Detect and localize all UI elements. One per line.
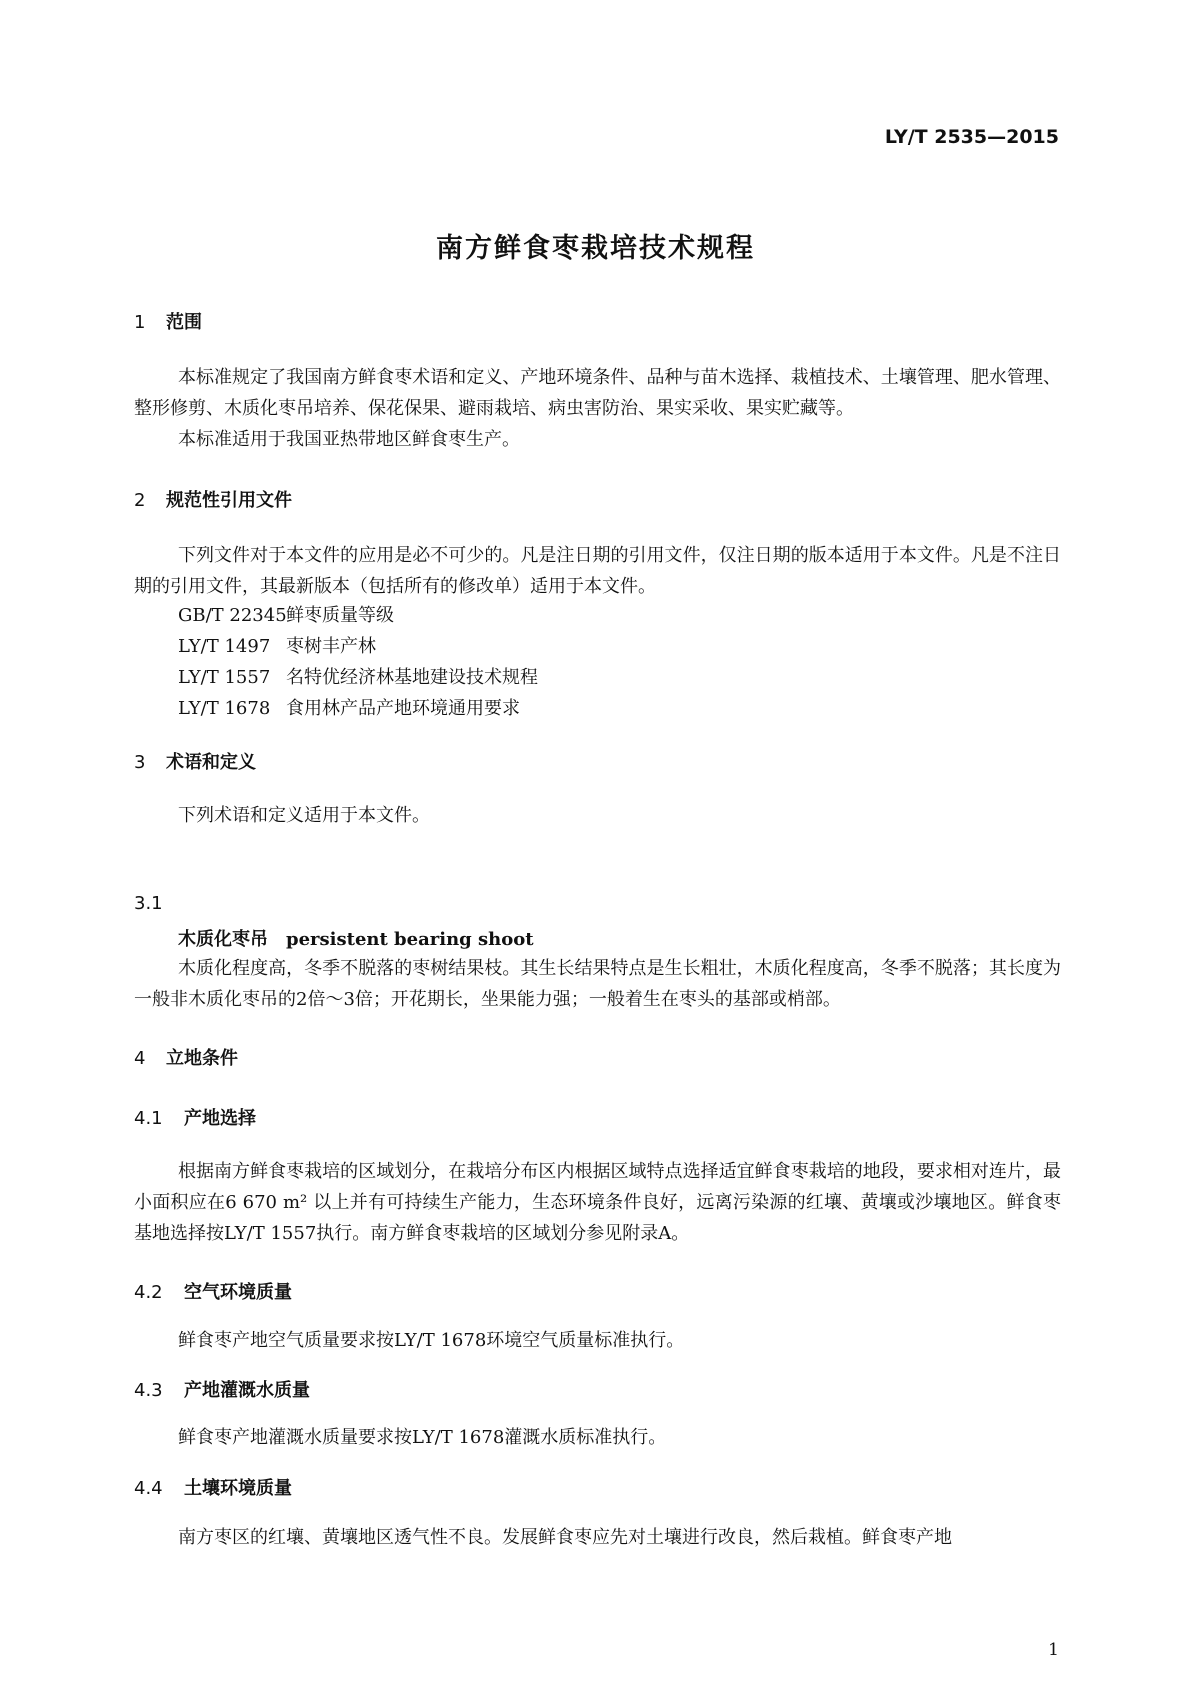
- term-chinese: 木质化枣吊: [178, 929, 268, 950]
- reference-name: 枣树丰产林: [286, 636, 376, 657]
- subsection-4-3-paragraph: 鲜食枣产地灌溉水质量要求按LY/T 1678灌溉水质标准执行。: [178, 1427, 667, 1448]
- reference-item: [178, 693, 520, 724]
- subsection-4-3-heading: [134, 1376, 310, 1402]
- subsection-4-2-paragraph: 鲜食枣产地空气质量要求按LY/T 1678环境空气质量标准执行。: [178, 1330, 685, 1351]
- section-1-paragraph-1: 本标准规定了我国南方鲜食枣术语和定义、产地环境条件、品种与苗木选择、栽植技术、土壤管理、肥水管理、整形修剪、木质化枣吊培养、保花保果、避雨栽培、病虫害防治、果实采收、果实贮藏等。: [134, 367, 1061, 419]
- subsection-4-4-heading: [134, 1474, 292, 1500]
- subsection-number: 4.3: [134, 1380, 163, 1401]
- section-number: 3: [134, 752, 146, 773]
- document-title: 南方鲜食枣栽培技术规程: [436, 233, 755, 264]
- subsection-4-1-paragraph: 根据南方鲜食枣栽培的区域划分，在栽培分布区内根据区域特点选择适宜鲜食枣栽培的地段，要求相对连片，最小面积应在6 670 m² 以上并有可持续生产能力，生态环境条件良好，远离污染源的红壤、黄壤或沙壤地区。鲜食枣基地选择按LY/T 1557执行。南方鲜食枣栽培的区域划分参见附录A。: [134, 1161, 1061, 1244]
- section-title: 规范性引用文件: [166, 490, 292, 511]
- term-definition: 木质化程度高，冬季不脱落的枣树结果枝。其生长结果特点是生长粗壮，木质化程度高，冬季不脱落；其长度为一般非木质化枣吊的2倍～3倍；开花期长，坐果能力强；一般着生在枣头的基部或梢部。: [134, 958, 1061, 1010]
- term-number: 3.1: [134, 893, 163, 914]
- subsection-number: 4.1: [134, 1108, 163, 1129]
- reference-name: 鲜枣质量等级: [286, 605, 394, 626]
- reference-code: GB/T 22345: [178, 605, 287, 626]
- section-title: 范围: [166, 312, 202, 333]
- subsection-4-4-paragraph: 南方枣区的红壤、黄壤地区透气性不良。发展鲜食枣应先对土壤进行改良，然后栽植。鲜食枣产地: [178, 1527, 952, 1548]
- subsection-title: 产地选择: [184, 1108, 256, 1129]
- subsection-4-2-heading: [134, 1278, 292, 1304]
- section-1-paragraph-2: 本标准适用于我国亚热带地区鲜食枣生产。: [178, 429, 520, 450]
- reference-code: LY/T 1497: [178, 636, 271, 657]
- page-number: 1: [1048, 1640, 1059, 1660]
- subsection-4-1-heading: [134, 1104, 256, 1130]
- section-4-heading: [134, 1044, 238, 1070]
- reference-item: [178, 600, 394, 631]
- section-3-heading: [134, 748, 256, 774]
- reference-name: 名特优经济林基地建设技术规程: [286, 667, 538, 688]
- subsection-number: 4.4: [134, 1478, 163, 1499]
- reference-code: LY/T 1678: [178, 698, 271, 719]
- section-2-heading: [134, 486, 292, 512]
- reference-item: [178, 631, 376, 662]
- section-1-heading: [134, 308, 202, 334]
- subsection-title: 土壤环境质量: [184, 1478, 292, 1499]
- subsection-title: 产地灌溉水质量: [184, 1380, 310, 1401]
- standard-code: LY/T 2535—2015: [884, 126, 1059, 148]
- section-3-paragraph-1: 下列术语和定义适用于本文件。: [178, 805, 430, 826]
- section-number: 1: [134, 312, 146, 333]
- subsection-title: 空气环境质量: [184, 1282, 292, 1303]
- subsection-number: 4.2: [134, 1282, 163, 1303]
- section-number: 2: [134, 490, 146, 511]
- reference-item: [178, 662, 538, 693]
- term-heading: [178, 925, 534, 951]
- section-number: 4: [134, 1048, 146, 1069]
- reference-name: 食用林产品产地环境通用要求: [286, 698, 520, 719]
- term-english: persistent bearing shoot: [286, 929, 534, 950]
- section-title: 立地条件: [166, 1048, 238, 1069]
- section-title: 术语和定义: [166, 752, 256, 773]
- reference-code: LY/T 1557: [178, 667, 271, 688]
- section-2-paragraph-1: 下列文件对于本文件的应用是必不可少的。凡是注日期的引用文件，仅注日期的版本适用于本文件。凡是不注日期的引用文件，其最新版本（包括所有的修改单）适用于本文件。: [134, 545, 1061, 597]
